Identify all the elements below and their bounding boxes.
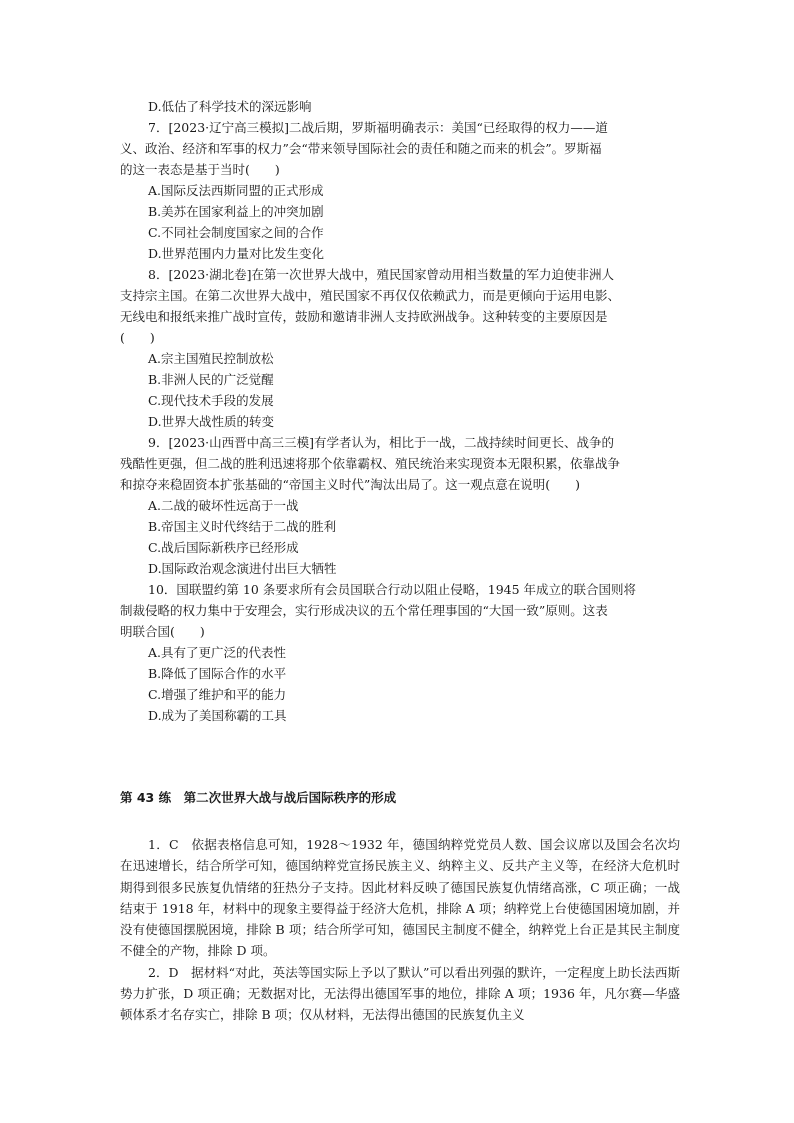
q7-stem-line-3: 的这一表态是基于当时( ) — [120, 162, 280, 177]
q10-option-a: A.具有了更广泛的代表性 — [148, 645, 287, 660]
q9-option-b: B.帝国主义时代终结于二战的胜利 — [148, 519, 337, 534]
q9-stem-line-2: 残酷性更强，但二战的胜利迅速将那个依靠霸权、殖民统治来实现资本无限积累，依靠战争 — [120, 456, 621, 471]
q8-option-d: D.世界大战性质的转变 — [148, 414, 275, 429]
answer-1: 1．C 依据表格信息可知，1928～1932 年，德国纳粹党党员人数、国会议席以及国会名次均在迅速增长，结合所学可知，德国纳粹党宣扬民族主义、纳粹主义、反共产主义等，在经济大危机时期得到很多民族复仇情绪的狂热分子支持。因此材料反映了德国民族复仇情绪高涨，C 项正确；一战结束于 1918 年，材料中的现象主要得益于经济大危机，排除 A 项；纳粹党上台使德国困境加剧，并没有使德国摆脱困境，排除 B 项；结合所学可知，德国民主制度不健全，纳粹党上台正是其民主制度不健全的产物，排除 D 项。 — [120, 837, 680, 959]
q7-option-b: B.美苏在国家利益上的冲突加剧 — [148, 204, 324, 219]
q8-stem-line-2: 支持宗主国。在第二次世界大战中，殖民国家不再仅仅依赖武力，而是更倾向于运用电影、 — [120, 288, 621, 303]
answer-2: 2．D 据材料“对此，英法等国实际上予以了默认”可以看出列强的默许，一定程度上助长法西斯势力扩张，D 项正确；无数据对比，无法得出德国军事的地位，排除 A 项；1936 年，凡尔赛—华盛顿体系才名存实亡，排除 B 项；仅从材料，无法得出德国的民族复仇主义 — [120, 964, 680, 1023]
section-title: 第 43 练 第二次世界大战与战后国际秩序的形成 — [120, 790, 397, 805]
q10-option-b: B.降低了国际合作的水平 — [148, 666, 287, 681]
q8-stem-line-4: ( ) — [120, 330, 155, 345]
answer-explanations — [120, 834, 680, 1026]
q8-option-c: C.现代技术手段的发展 — [148, 393, 274, 408]
q7-stem-line-2: 义、政治、经济和军事的权力”会“带来领导国际社会的责任和随之而来的机会”。罗斯福 — [120, 141, 602, 156]
q9-stem-line-1: 9．[2023·山西晋中高三三模]有学者认为，相比于一战，二战持续时间更长、战争的 — [148, 435, 614, 450]
q8-option-a: A.宗主国殖民控制放松 — [148, 351, 274, 366]
q8-option-b: B.非洲人民的广泛觉醒 — [148, 372, 274, 387]
q8-stem-line-1: 8．[2023·湖北卷]在第一次世界大战中，殖民国家曾动用相当数量的军力迫使非洲人 — [148, 267, 614, 282]
q10-stem-line-3: 明联合国( ) — [120, 624, 205, 639]
q8-stem-line-3: 无线电和报纸来推广战时宣传，鼓励和邀请非洲人支持欧洲战争。这种转变的主要原因是 — [120, 309, 608, 324]
q6-option-d: D.低估了科学技术的深远影响 — [148, 99, 312, 114]
q10-option-d: D.成为了美国称霸的工具 — [148, 708, 287, 723]
q9-option-d: D.国际政治观念演进付出巨大牺牲 — [148, 561, 337, 576]
q9-stem-line-3: 和掠夺来稳固资本扩张基础的“帝国主义时代”淘汰出局了。这一观点意在说明( ) — [120, 477, 581, 492]
q7-option-c: C.不同社会制度国家之间的合作 — [148, 225, 324, 240]
q7-stem-line-1: 7．[2023·辽宁高三模拟]二战后期，罗斯福明确表示：美国“已经取得的权力——道 — [148, 120, 608, 135]
q9-option-c: C.战后国际新秩序已经形成 — [148, 540, 299, 555]
q10-option-c: C.增强了维护和平的能力 — [148, 687, 287, 702]
q10-stem-line-2: 制裁侵略的权力集中于安理会，实行形成决议的五个常任理事国的“大国一致”原则。这表 — [120, 603, 608, 618]
q10-stem-line-1: 10．国联盟约第 10 条要求所有会员国联合行动以阻止侵略，1945 年成立的联合国则将 — [148, 582, 637, 597]
q9-option-a: A.二战的破坏性远高于一战 — [148, 498, 299, 513]
q7-option-a: A.国际反法西斯同盟的正式形成 — [148, 183, 324, 198]
q7-option-d: D.世界范围内力量对比发生变化 — [148, 246, 325, 261]
